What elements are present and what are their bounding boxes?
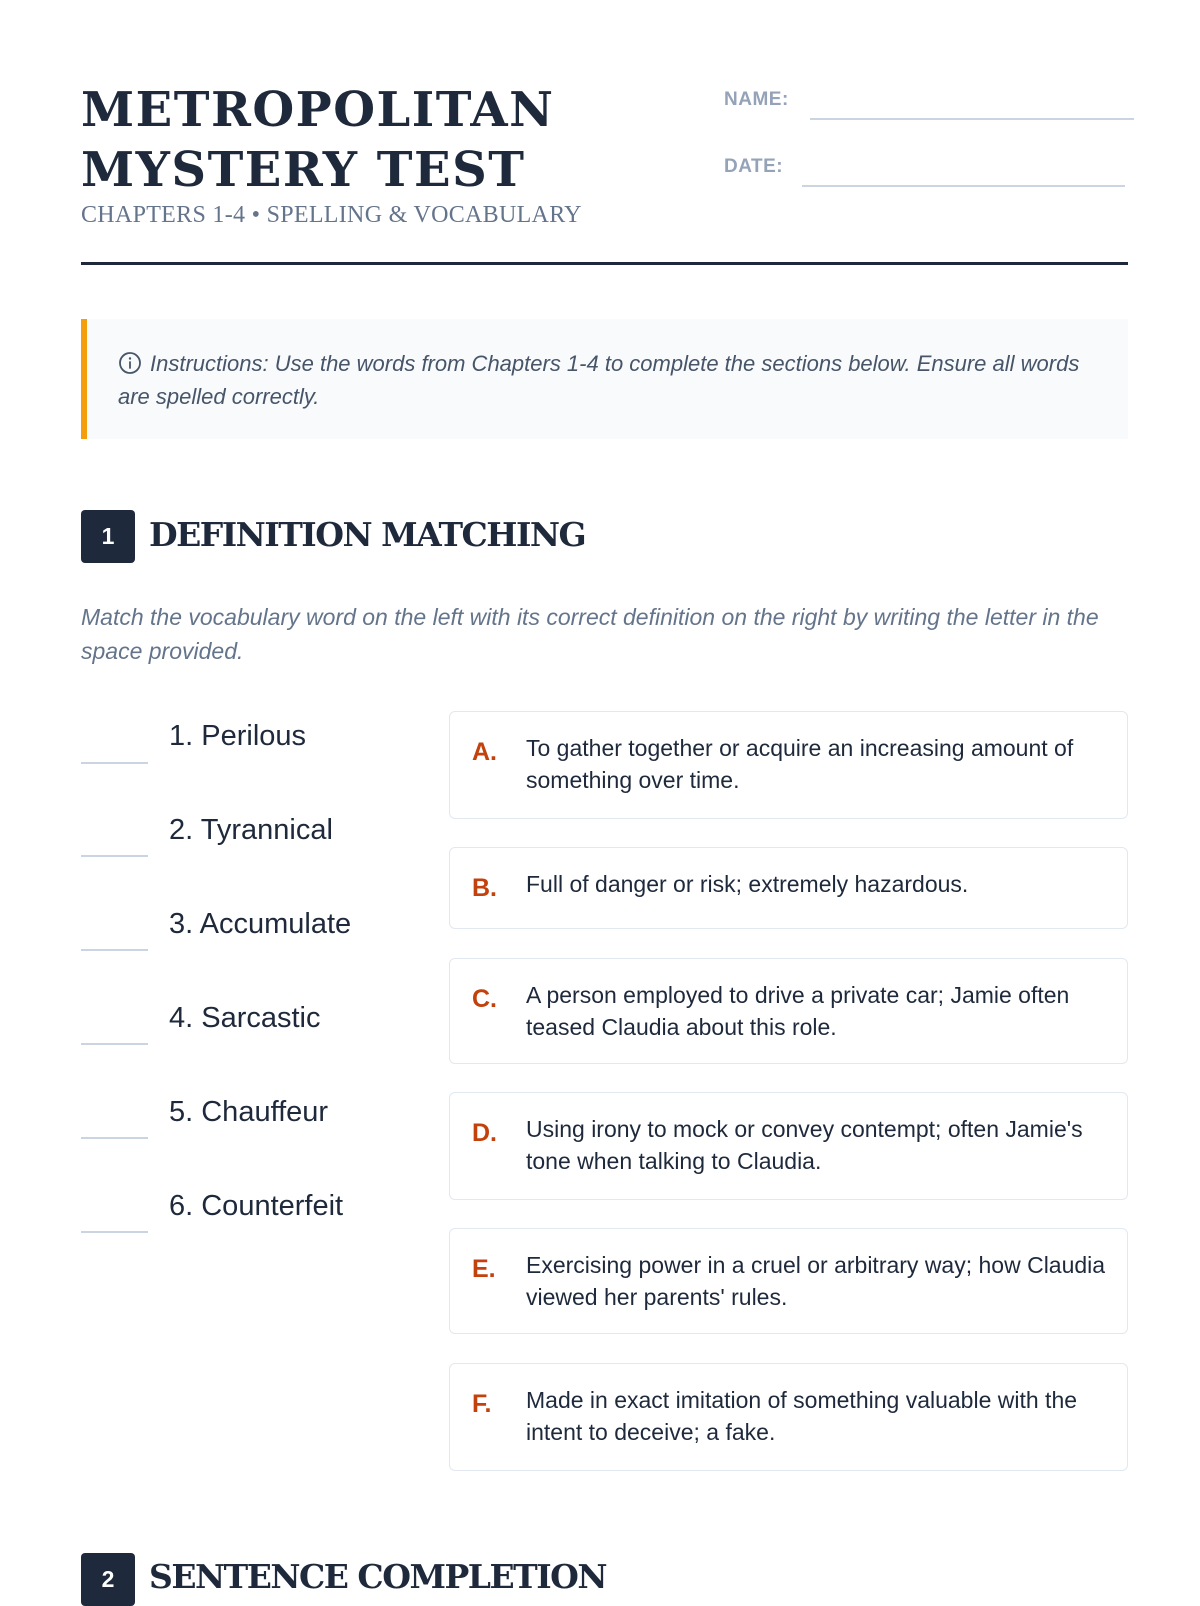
match-word-item [81, 814, 411, 874]
match-word-label: 3. Accumulate [169, 908, 352, 940]
definition-card [449, 958, 1128, 1064]
definition-card [449, 711, 1128, 819]
section-1-title: DEFINITION MATCHING [149, 515, 586, 554]
answer-blank[interactable] [81, 1137, 148, 1139]
title-line-1: METROPOLITAN [81, 82, 555, 138]
page-title [81, 80, 554, 200]
definition-text: Full of danger or risk; extremely hazardous. [526, 871, 969, 897]
definition-text: Using irony to mock or convey contempt; often Jamie's tone when talking to Claudia. [526, 1116, 1083, 1174]
definition-text: Exercising power in a cruel or arbitrary way; how Claudia viewed her parents' rules. [526, 1252, 1106, 1310]
definition-letter: C. [472, 985, 497, 1013]
match-word-item [81, 1096, 411, 1156]
definition-card [449, 847, 1128, 929]
definition-letter: E. [472, 1255, 496, 1283]
definition-letter: A. [472, 738, 497, 766]
match-word-item [81, 908, 411, 968]
page-subtitle: CHAPTERS 1-4 • SPELLING & VOCABULARY [81, 202, 582, 228]
definition-text: A person employed to drive a private car; Jamie often teased Claudia about this role. [526, 982, 1070, 1040]
section-1-badge: 1 [81, 510, 135, 563]
match-word-label: 4. Sarcastic [169, 1002, 321, 1034]
match-word-item [81, 1190, 411, 1250]
match-word-label: 5. Chauffeur [169, 1096, 329, 1128]
header-divider [81, 262, 1128, 265]
answer-blank[interactable] [81, 762, 148, 764]
definition-letter: B. [472, 874, 497, 902]
instructions-box [81, 319, 1128, 439]
date-field-line[interactable] [802, 185, 1125, 187]
match-word-item [81, 1002, 411, 1062]
name-label: NAME: [724, 89, 789, 110]
answer-blank[interactable] [81, 949, 148, 951]
match-word-item [81, 720, 411, 780]
definition-card [449, 1092, 1128, 1200]
definition-text: Made in exact imitation of something valuable with the intent to deceive; a fake. [526, 1387, 1078, 1445]
definition-letter: D. [472, 1119, 497, 1147]
answer-blank[interactable] [81, 1043, 148, 1045]
title-line-2: MYSTERY TEST [81, 142, 526, 198]
name-field-line[interactable] [810, 118, 1134, 120]
match-word-label: 1. Perilous [169, 720, 307, 752]
match-word-label: 2. Tyrannical [169, 814, 333, 846]
answer-blank[interactable] [81, 1231, 148, 1233]
section-2-badge: 2 [81, 1553, 135, 1606]
section-1-description: Match the vocabulary word on the left with its correct definition on the right by writing the letter in the space provided. [81, 604, 1099, 664]
definition-card [449, 1363, 1128, 1471]
section-2-title: SENTENCE COMPLETION [149, 1557, 607, 1596]
date-label: DATE: [724, 156, 784, 177]
definition-text: To gather together or acquire an increasing amount of something over time. [526, 735, 1074, 793]
instructions-text: Instructions: Use the words from Chapters 1-4 to complete the sections below. Ensure all words are spelled correctly. [118, 351, 1080, 409]
info-icon [118, 351, 142, 375]
definition-card [449, 1228, 1128, 1334]
answer-blank[interactable] [81, 855, 148, 857]
match-word-label: 6. Counterfeit [169, 1190, 344, 1222]
definition-letter: F. [472, 1390, 492, 1418]
